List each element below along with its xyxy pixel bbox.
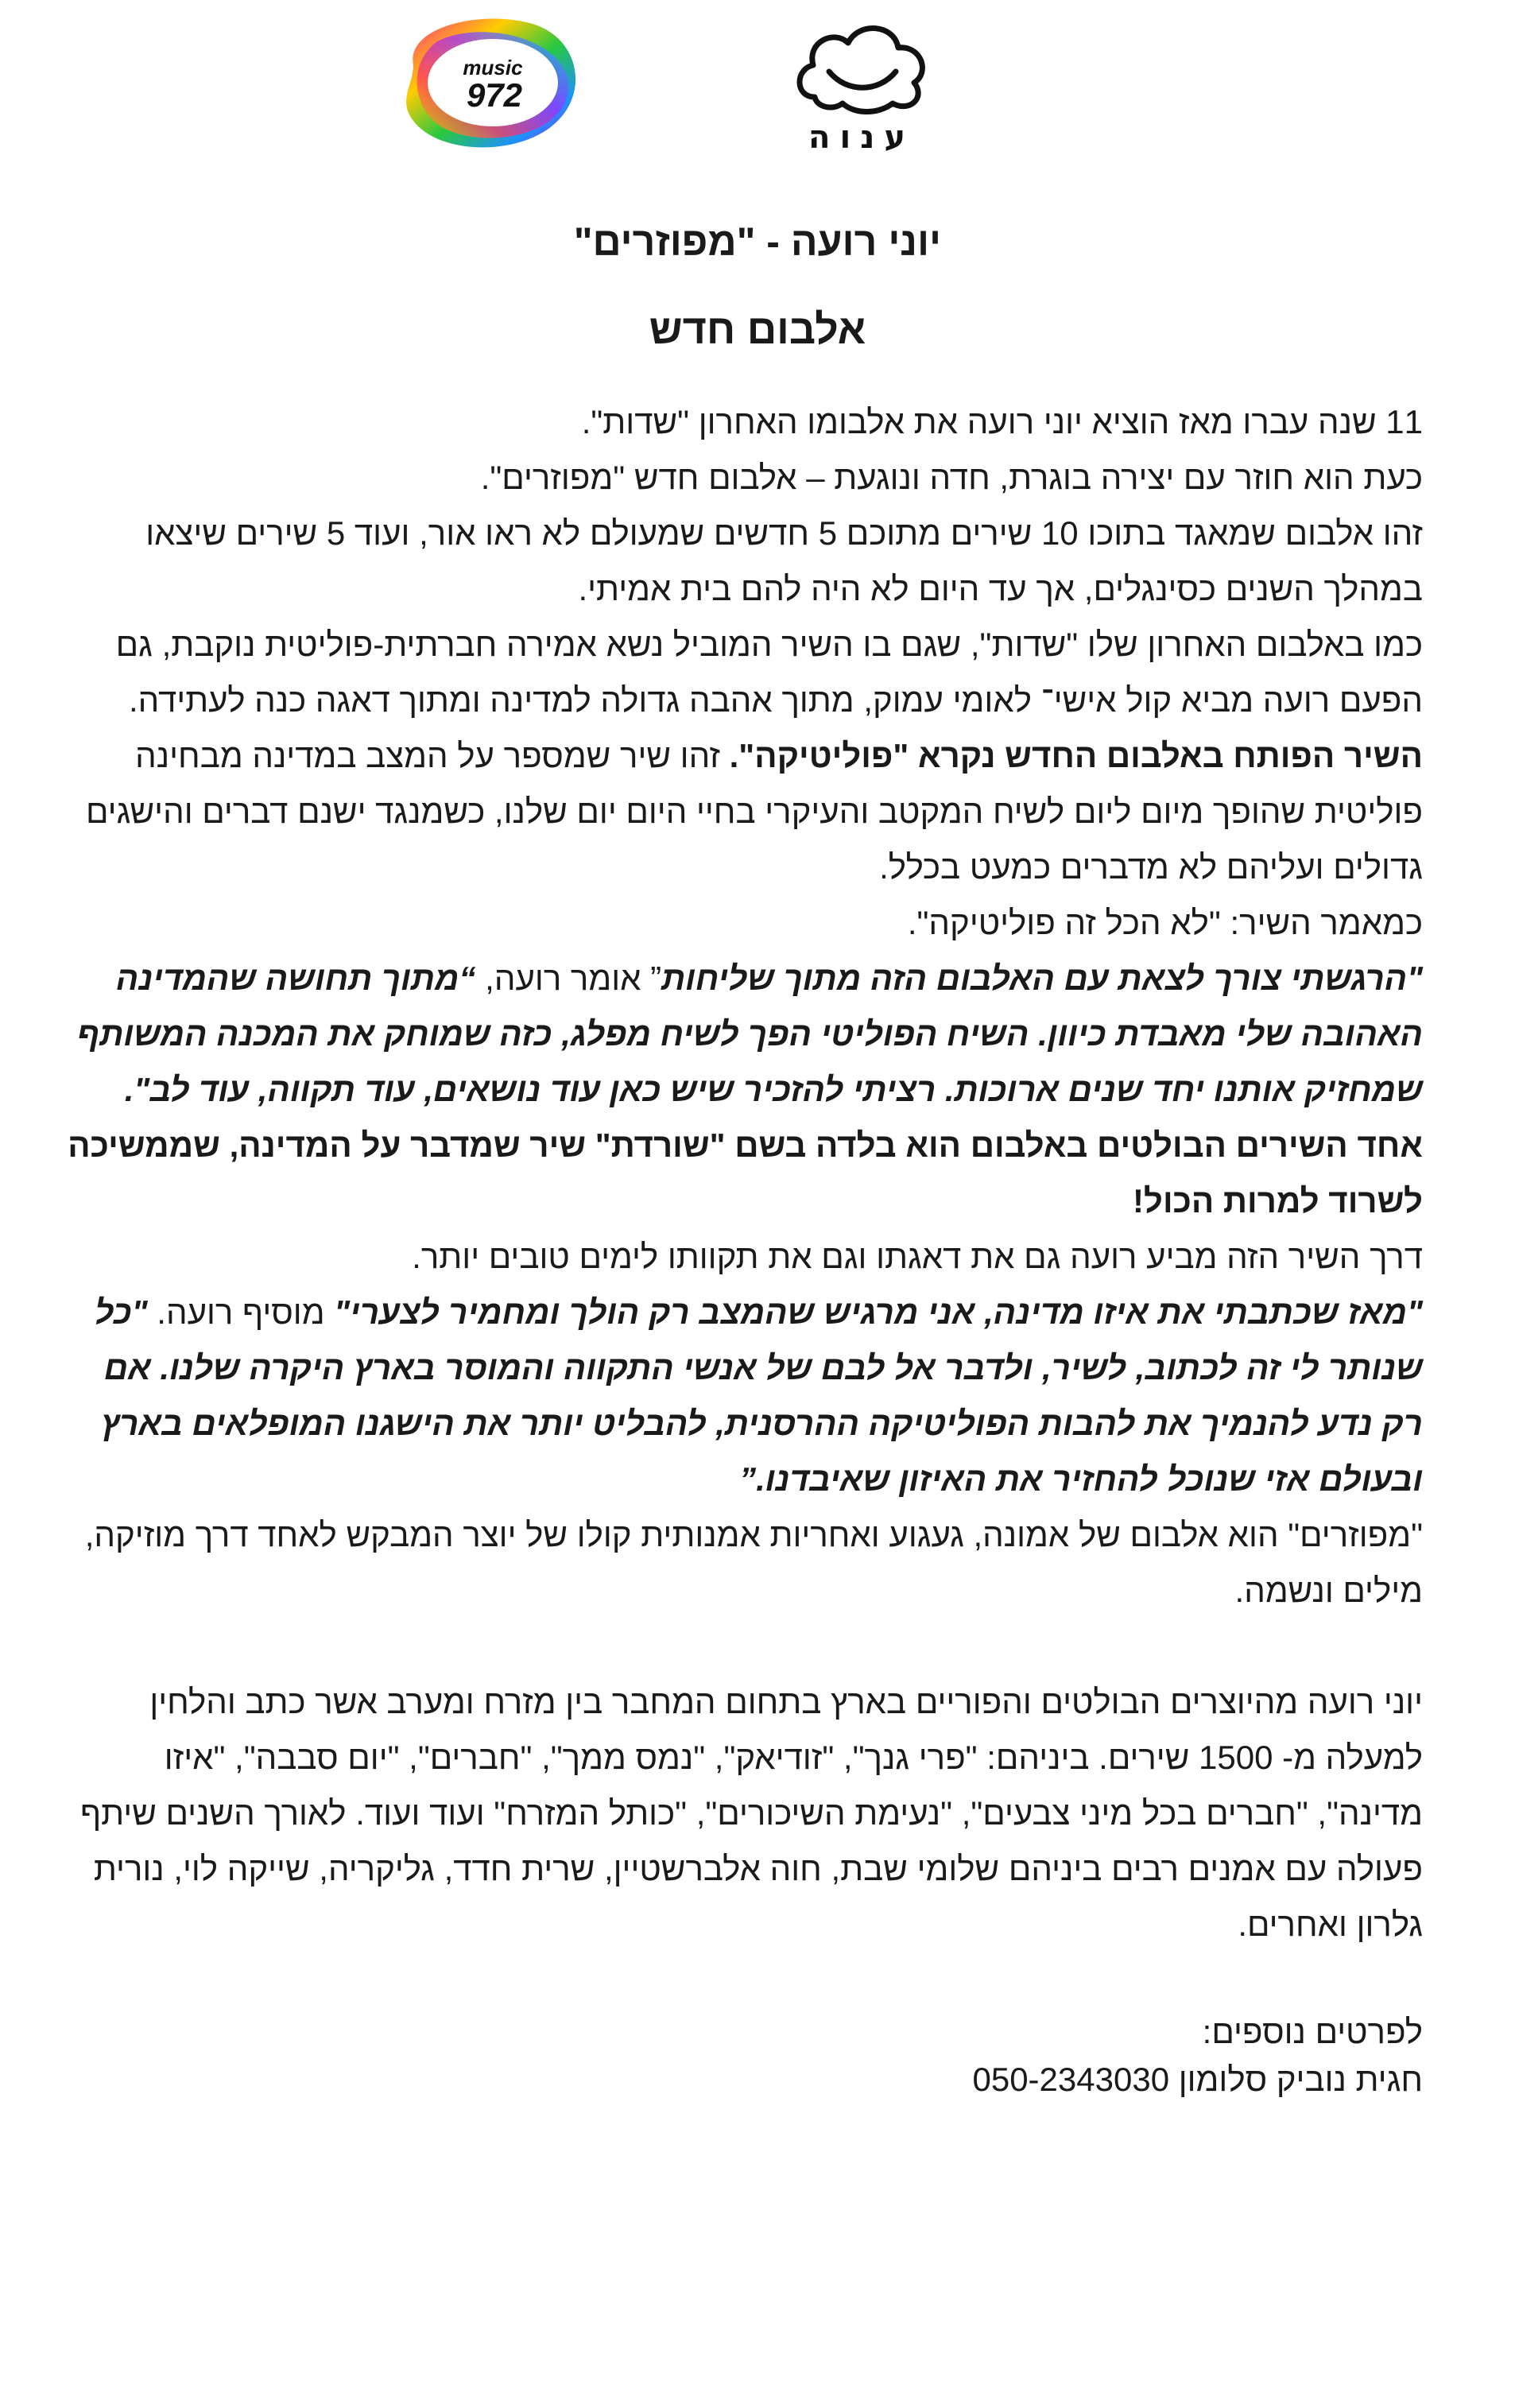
quote-2a: "מאז שכתבתי את איזו מדינה, אני מרגיש שהמצב רק הולך ומחמיר לצערי" <box>334 1293 1423 1331</box>
paragraph-12: יוני רועה מהיוצרים הבולטים והפוריים בארץ בתחום המחבר בין מזרח ומערב אשר כתב והלחין למעלה מ- 1500 שירים. ביניהם: "פרי גנך", "זודיאק", "נמס ממך", "חברים", "יום סבבה", "איזו מדינה", "חברים בכל מיני צבעים", "נעימת השיכורים", "כותל המזרח" ועוד ועוד. לאורך השנים שיתף פעולה עם אמנים רבים ביניהם שלומי שבת, חוה אלברשטיין, שרית חדד, גליקריה, שייקה לוי, נורית גלרון ואחרים. <box>79 1683 1423 1943</box>
paragraph-4: כמו באלבום האחרון שלו "שדות", שגם בו השיר המוביל נשא אמירה חברתית-פוליטית נוקבת, גם הפעם רועה מביא קול אישי־ לאומי עמוק, מתוך אהבה גדולה למדינה ומתוך דאגה כנה לעתידה. <box>115 626 1423 719</box>
anana-logo-text: ענוה <box>808 119 915 156</box>
paragraph-7 <box>57 951 1423 1118</box>
contact-line: חגית נוביק סלומון 050-2343030 <box>972 2061 1423 2098</box>
paragraph-5-bold: השיר הפותח באלבום החדש נקרא "פוליטיקה". <box>729 737 1423 774</box>
paragraph-5-rest: זהו שיר שמספר על המצב במדינה מבחינה פוליטית שהופך מיום ליום לשיח המקטב והעיקרי בחיי היום יום שלנו, כשמנגד ישנם דברים והישגים גדולים ועליהם לא מדברים כמעט בכלל. <box>86 737 1423 886</box>
anana-logo <box>791 17 932 165</box>
quote-attribution-2: מוסיף רועה. <box>147 1293 335 1331</box>
paragraph-8: אחד השירים הבולטים באלבום הוא בלדה בשם "שורדת" שיר שמדבר על המדינה, שממשיכה לשרוד למרות הכול! <box>68 1126 1423 1220</box>
paragraph-6: כמאמר השיר: "לא הכל זה פוליטיקה". <box>907 904 1423 941</box>
header-logos <box>0 0 1515 167</box>
music-972-logo <box>389 10 588 157</box>
page-subtitle: אלבום חדש <box>649 307 866 353</box>
paragraph-9: דרך השיר הזה מביע רועה גם את דאגתו וגם את תקוותו לימים טובים יותר. <box>412 1238 1423 1275</box>
paragraph-10 <box>57 1285 1423 1507</box>
paragraph-2: כעת הוא חוזר עם יצירה בוגרת, חדה ונוגעת – אלבום חדש "מפוזרים". <box>480 459 1423 496</box>
paragraph-spacer <box>57 1619 1423 1674</box>
contact-label: לפרטים נוספים: <box>1202 2013 1423 2050</box>
music-logo-number: 972 <box>466 76 523 114</box>
paragraph-5 <box>57 728 1423 895</box>
cloud-smile-icon <box>791 17 932 117</box>
music-logo-word: music <box>463 56 523 79</box>
quote-1b: “מתוך תחושה שהמדינה האהובה שלי מאבדת כיוון. השיח הפוליטי הפך לשיח מפלג, כזה שמוחק את המכנה המשותף שמחזיק אותנו יחד שנים ארוכות. רציתי להזכיר שיש כאן עוד נושאים, עוד תקווה, עוד לב". <box>77 960 1423 1108</box>
paragraph-11: "מפוזרים" הוא אלבום של אמונה, געגוע ואחריות אמנותית קולו של יוצר המבקש לאחד דרך מוזיקה, מילים ונשמה. <box>84 1516 1423 1609</box>
quote-attribution-1: ” אומר רועה, <box>475 960 662 997</box>
paragraph-1: 11 שנה עברו מאז הוציא יוני רועה את אלבומו האחרון "שדות". <box>581 403 1423 440</box>
paragraph-3: זהו אלבום שמאגד בתוכו 10 שירים מתוכם 5 חדשים שמעולם לא ראו אור, ועוד 5 שירים שיצאו במהלך השנים כסינגלים, אך עד היום לא היה להם בית אמיתי. <box>145 514 1423 607</box>
quote-2b: "כל שנותר לי זה לכתוב, לשיר, ולדבר אל לבם של אנשי התקווה והמוסר בארץ היקרה שלנו. אם רק נדע להנמיך את להבות הפוליטיקה ההרסנית, להבליט יותר את הישגנו המופלאים בארץ ובעולם אזי שנוכל להחזיר את האיזון שאיבדנו.” <box>95 1293 1423 1498</box>
quote-1a: "הרגשתי צורך לצאת עם האלבום הזה מתוך שליחות <box>661 960 1423 997</box>
contact-block <box>57 2008 1423 2104</box>
press-release-body <box>57 394 1423 2104</box>
page-title: יוני רועה - "מפוזרים" <box>573 219 942 264</box>
